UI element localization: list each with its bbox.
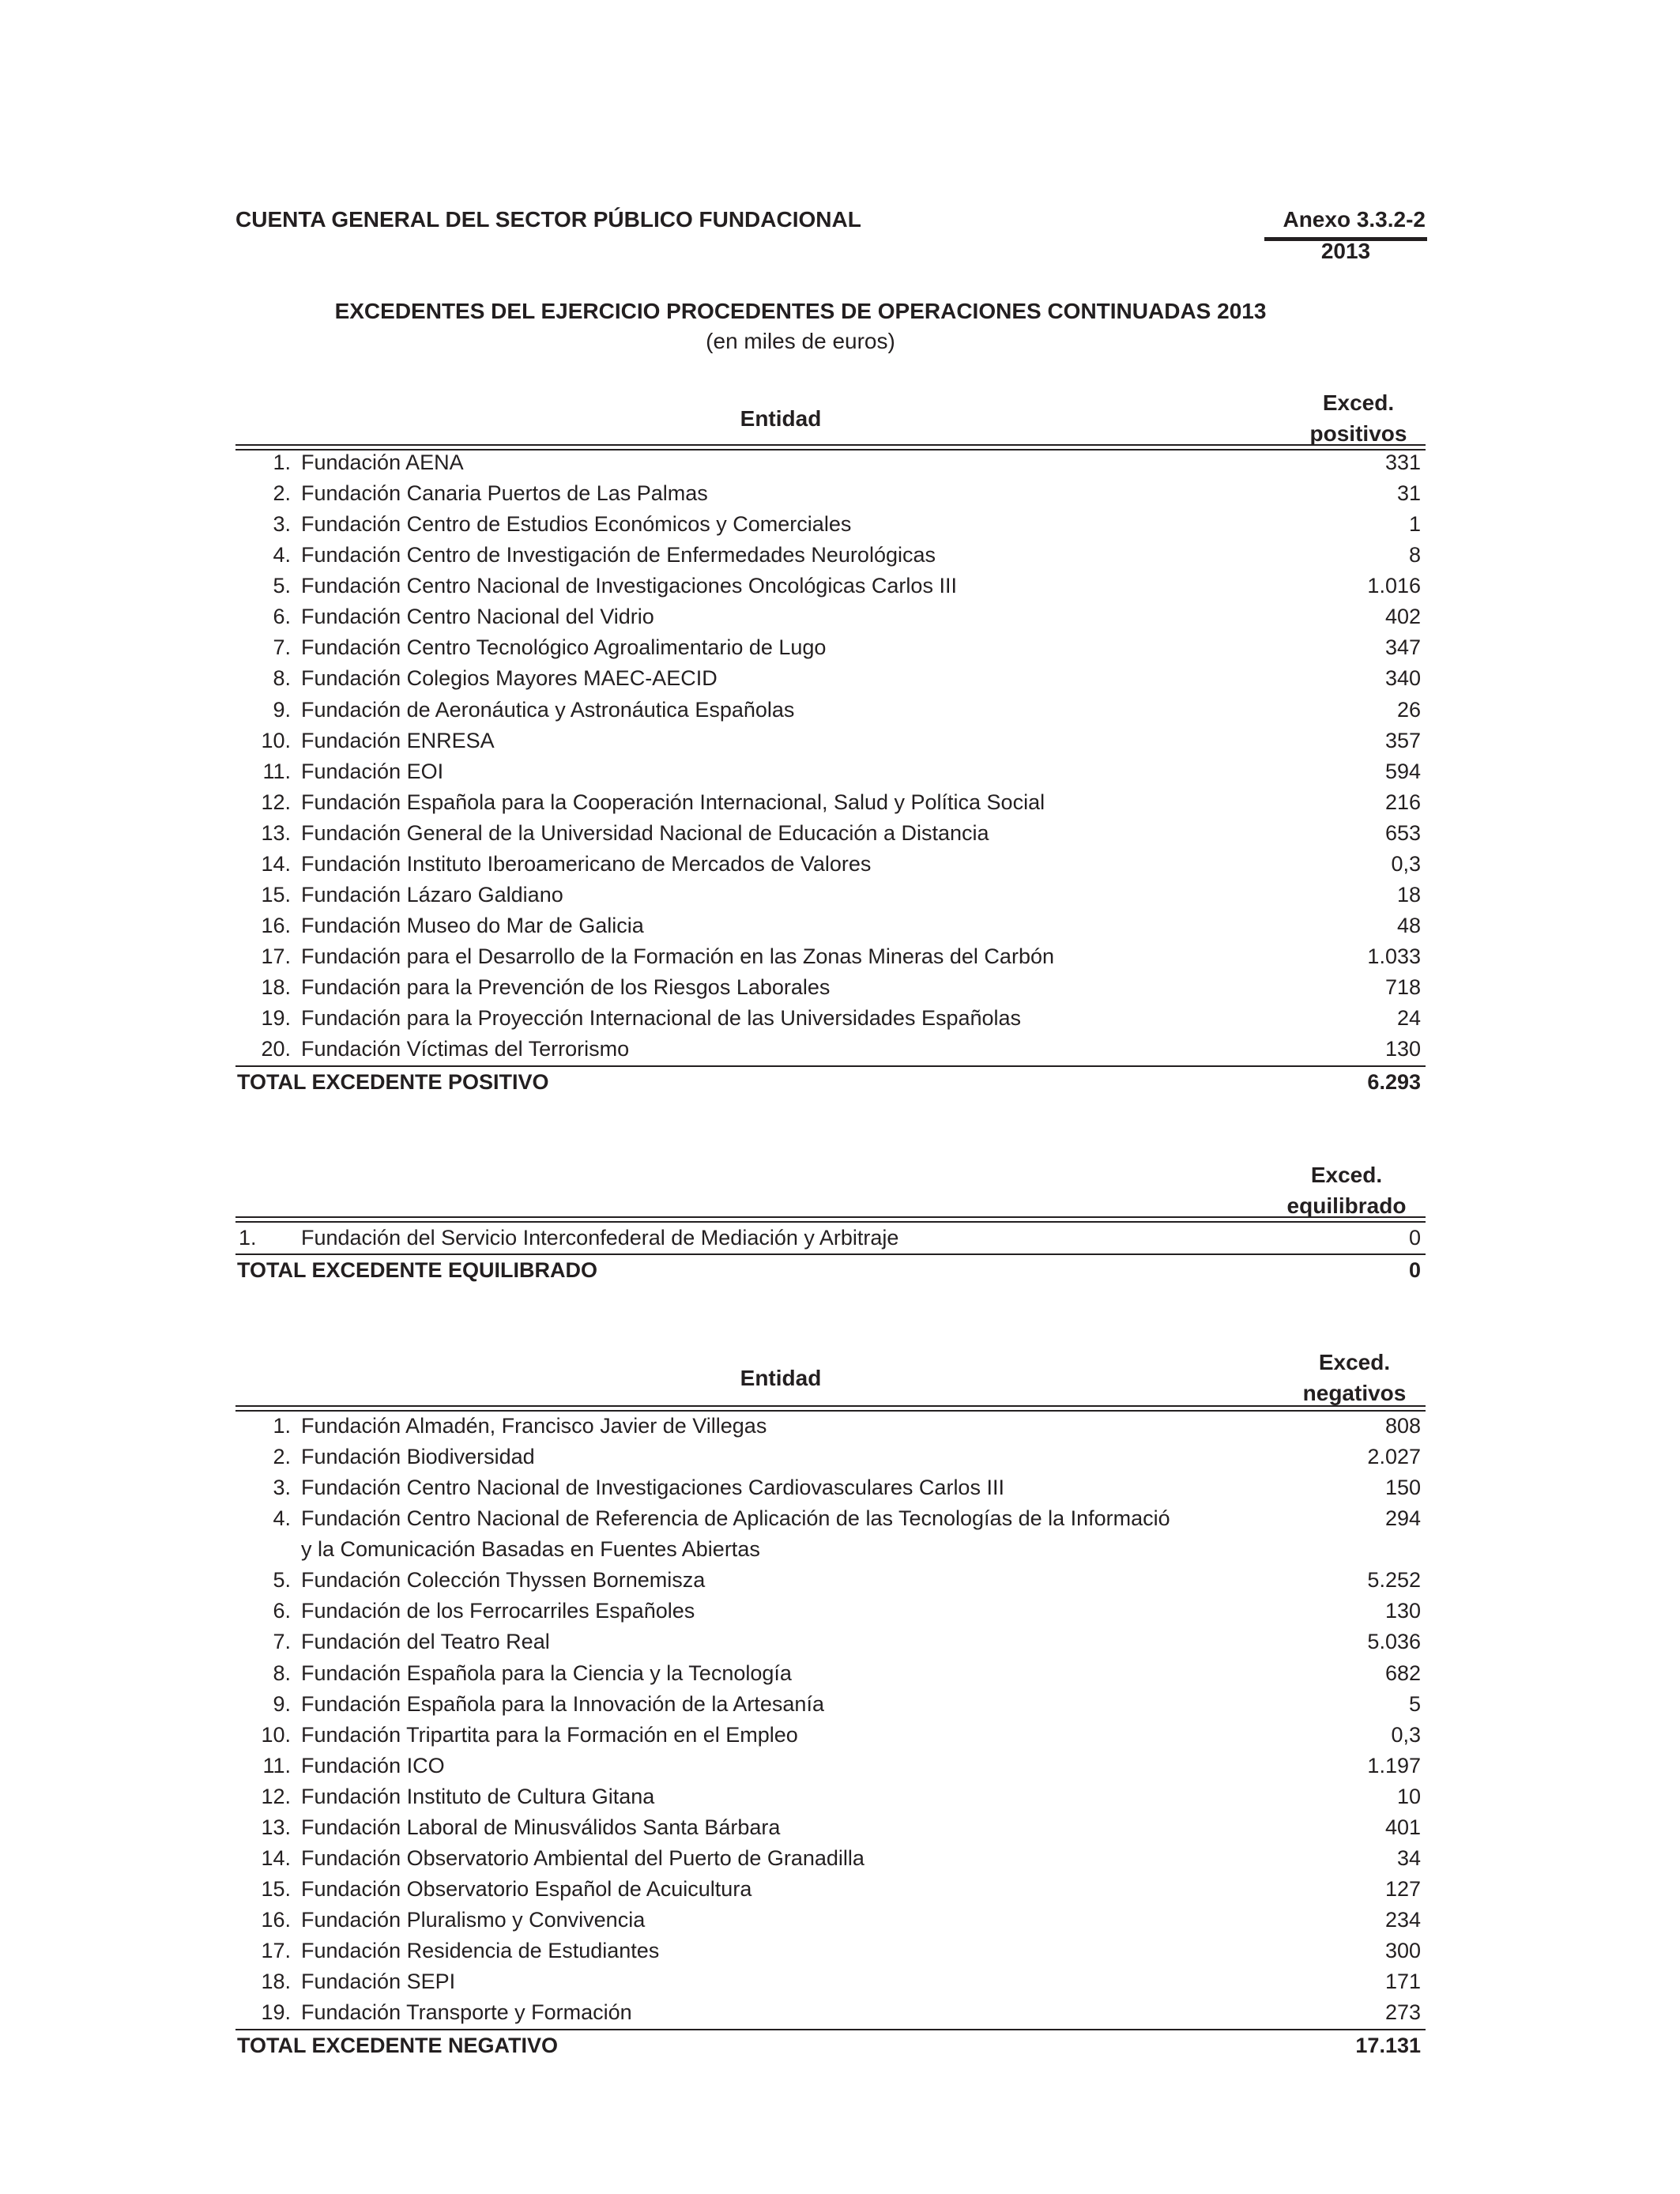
column-header-value-line2: equilibrado xyxy=(1286,1193,1407,1218)
annex-year: 2013 xyxy=(1320,239,1371,263)
surplus-value: 1.016 xyxy=(1367,574,1421,598)
row-number: 5. xyxy=(273,574,291,598)
column-header-entity: Entidad xyxy=(740,406,822,431)
table-row xyxy=(235,787,1426,818)
surplus-value: 130 xyxy=(1384,1599,1421,1623)
surplus-value: 1 xyxy=(1408,512,1421,537)
row-number: 9. xyxy=(273,697,291,722)
entity-name: Fundación Centro Nacional de Investigaciones Oncológicas Carlos III xyxy=(301,574,957,598)
surplus-value: 234 xyxy=(1384,1908,1421,1932)
table-row xyxy=(235,1472,1426,1503)
entity-name: Fundación Lázaro Galdiano xyxy=(301,882,563,907)
table-row xyxy=(235,1689,1426,1720)
surplus-value: 127 xyxy=(1384,1877,1421,1902)
row-number: 2. xyxy=(273,481,291,506)
row-number: 11. xyxy=(262,759,291,783)
entity-name: Fundación SEPI xyxy=(301,1970,456,1994)
surplus-value: 340 xyxy=(1384,666,1421,691)
row-number: 3. xyxy=(273,1476,291,1500)
row-number: 8. xyxy=(273,666,291,691)
table-row xyxy=(235,695,1426,726)
entity-name: Fundación para el Desarrollo de la Formación en las Zonas Mineras del Carbón xyxy=(301,944,1054,969)
table-row xyxy=(235,1843,1426,1874)
table-row xyxy=(235,1565,1426,1596)
surplus-value: 34 xyxy=(1396,1845,1421,1870)
entity-name: Fundación Víctimas del Terrorismo xyxy=(301,1037,630,1061)
surplus-value: 653 xyxy=(1384,820,1421,845)
surplus-value: 10 xyxy=(1396,1784,1421,1808)
entity-name: Fundación para la Proyección Internacional de las Universidades Españolas xyxy=(301,1006,1022,1031)
surplus-value: 2.027 xyxy=(1367,1445,1421,1469)
table-row xyxy=(235,756,1426,787)
row-number: 12. xyxy=(261,1784,291,1808)
surplus-value: 594 xyxy=(1384,759,1421,783)
entity-name: Fundación de Aeronáutica y Astronáutica Españolas xyxy=(301,697,795,722)
column-header-value-line2: positivos xyxy=(1309,421,1407,446)
row-number: 3. xyxy=(273,512,291,537)
total-label: TOTAL EXCEDENTE NEGATIVO xyxy=(237,2034,559,2057)
column-header-value-line1: Exced. xyxy=(1310,1163,1383,1187)
entity-name: Fundación Colegios Mayores MAEC-AECID xyxy=(301,666,718,691)
surplus-value: 808 xyxy=(1384,1414,1421,1438)
table-row xyxy=(235,478,1426,509)
row-number: 5. xyxy=(273,1568,291,1593)
table-row xyxy=(235,1905,1426,1936)
row-number: 17. xyxy=(261,944,291,969)
row-number: 19. xyxy=(261,1006,291,1031)
table-row xyxy=(235,818,1426,849)
surplus-value: 0,3 xyxy=(1391,1722,1421,1747)
row-number: 1. xyxy=(273,1414,291,1438)
row-number: 18. xyxy=(261,1970,291,1994)
row-number: 4. xyxy=(273,1506,291,1531)
row-number: 19. xyxy=(261,2000,291,2025)
surplus-value: 48 xyxy=(1396,914,1421,938)
annex-number: Anexo 3.3.2-2 xyxy=(1283,207,1426,232)
surplus-value: 357 xyxy=(1384,728,1421,752)
row-number: 16. xyxy=(261,914,291,938)
entity-name: Fundación Centro Tecnológico Agroalimentario de Lugo xyxy=(301,635,827,660)
header-double-rule xyxy=(235,1216,1426,1223)
row-number: 14. xyxy=(261,851,291,876)
row-number: 10. xyxy=(261,1722,291,1747)
entity-name: y la Comunicación Basadas en Fuentes Abiertas xyxy=(301,1537,760,1562)
entity-name: Fundación Instituto Iberoamericano de Mercados de Valores xyxy=(301,851,872,876)
surplus-value: 718 xyxy=(1384,975,1421,1000)
entity-name: Fundación para la Prevención de los Riesgos Laborales xyxy=(301,975,831,1000)
table-row xyxy=(235,1874,1426,1905)
surplus-value: 0,3 xyxy=(1391,851,1421,876)
table-row xyxy=(235,1034,1426,1065)
surplus-value: 171 xyxy=(1384,1970,1421,1994)
table-row xyxy=(235,1720,1426,1751)
table-row xyxy=(235,880,1426,910)
table-row xyxy=(235,1627,1426,1657)
surplus-value: 24 xyxy=(1396,1006,1421,1031)
entity-name: Fundación ICO xyxy=(301,1753,445,1777)
surplus-value: 1.197 xyxy=(1367,1753,1421,1777)
entity-name: Fundación General de la Universidad Nacional de Educación a Distancia xyxy=(301,820,989,845)
row-number: 7. xyxy=(273,635,291,660)
table-row xyxy=(235,726,1426,756)
surplus-value: 216 xyxy=(1384,790,1421,814)
table-row xyxy=(235,1003,1426,1034)
entity-name: Fundación Laboral de Minusválidos Santa Bárbara xyxy=(301,1815,781,1839)
row-number: 1. xyxy=(239,1226,257,1250)
table-row xyxy=(235,972,1426,1003)
entity-name: Fundación Colección Thyssen Bornemisza xyxy=(301,1568,706,1593)
entity-name: Fundación Biodiversidad xyxy=(301,1445,535,1469)
table-row xyxy=(235,1751,1426,1781)
table-row xyxy=(235,1596,1426,1627)
surplus-value: 31 xyxy=(1396,481,1421,506)
entity-name: Fundación Centro de Investigación de Enfermedades Neurológicas xyxy=(301,543,936,567)
entity-name: Fundación Centro Nacional de Referencia de Aplicación de las Tecnologías de la Informació xyxy=(301,1506,1170,1531)
row-number: 10. xyxy=(261,728,291,752)
surplus-value: 294 xyxy=(1384,1506,1421,1531)
row-number: 1. xyxy=(273,450,291,474)
total-row xyxy=(235,1065,1426,1098)
surplus-value: 331 xyxy=(1384,450,1421,474)
row-number: 14. xyxy=(261,1845,291,1870)
total-value: 0 xyxy=(1408,1258,1421,1282)
table-row xyxy=(235,1936,1426,1966)
entity-name: Fundación Observatorio Ambiental del Puerto de Granadilla xyxy=(301,1845,864,1870)
row-number: 6. xyxy=(273,1599,291,1623)
row-number: 11. xyxy=(262,1753,291,1777)
table-row xyxy=(235,509,1426,540)
surplus-value: 0 xyxy=(1408,1226,1421,1250)
row-number: 6. xyxy=(273,605,291,629)
entity-name: Fundación Residencia de Estudiantes xyxy=(301,1939,660,1963)
entity-name: Fundación Centro Nacional del Vidrio xyxy=(301,605,654,629)
row-number: 20. xyxy=(261,1037,291,1061)
entity-name: Fundación del Servicio Interconfederal de Mediación y Arbitraje xyxy=(301,1226,899,1250)
report-subtitle: (en miles de euros) xyxy=(706,329,895,353)
table-row xyxy=(235,1781,1426,1812)
table-row xyxy=(235,1966,1426,1997)
entity-name: Fundación Centro Nacional de Investigaciones Cardiovasculares Carlos III xyxy=(301,1476,1004,1500)
column-header-value-line1: Exced. xyxy=(1318,1350,1391,1374)
table-row xyxy=(235,1658,1426,1689)
document-header-title: CUENTA GENERAL DEL SECTOR PÚBLICO FUNDACIONAL xyxy=(235,207,861,232)
surplus-value: 1.033 xyxy=(1367,944,1421,969)
row-number: 13. xyxy=(261,1815,291,1839)
row-number: 15. xyxy=(261,1877,291,1902)
table-row xyxy=(235,1442,1426,1472)
surplus-value: 130 xyxy=(1384,1037,1421,1061)
surplus-value: 18 xyxy=(1396,882,1421,907)
entity-name: Fundación Pluralismo y Convivencia xyxy=(301,1908,646,1932)
entity-name: Fundación Almadén, Francisco Javier de Villegas xyxy=(301,1414,767,1438)
entity-name: Fundación de los Ferrocarriles Españoles xyxy=(301,1599,695,1623)
table-row xyxy=(235,910,1426,941)
entity-name: Fundación Museo do Mar de Galicia xyxy=(301,914,644,938)
total-row xyxy=(235,1253,1426,1286)
table-row xyxy=(235,571,1426,601)
surplus-value: 300 xyxy=(1384,1939,1421,1963)
total-row xyxy=(235,2029,1426,2061)
entity-name: Fundación Instituto de Cultura Gitana xyxy=(301,1784,655,1808)
row-number: 8. xyxy=(273,1661,291,1685)
surplus-value: 26 xyxy=(1396,697,1421,722)
table-row xyxy=(235,663,1426,694)
entity-name: Fundación Española para la Innovación de la Artesanía xyxy=(301,1691,824,1716)
row-number: 2. xyxy=(273,1445,291,1469)
report-title: EXCEDENTES DEL EJERCICIO PROCEDENTES DE OPERACIONES CONTINUADAS 2013 xyxy=(334,299,1267,323)
surplus-value: 401 xyxy=(1384,1815,1421,1839)
table-row xyxy=(235,1534,1426,1565)
surplus-value: 150 xyxy=(1384,1476,1421,1500)
table-row xyxy=(235,1503,1426,1534)
surplus-value: 273 xyxy=(1384,2000,1421,2025)
row-number: 18. xyxy=(261,975,291,1000)
entity-name: Fundación Canaria Puertos de Las Palmas xyxy=(301,481,708,506)
row-number: 16. xyxy=(261,1908,291,1932)
surplus-value: 402 xyxy=(1384,605,1421,629)
column-header-value-line2: negativos xyxy=(1302,1381,1407,1405)
surplus-value: 5.252 xyxy=(1367,1568,1421,1593)
surplus-value: 8 xyxy=(1408,543,1421,567)
entity-name: Fundación Observatorio Español de Acuicultura xyxy=(301,1877,752,1902)
table-row xyxy=(235,1411,1426,1442)
table-row xyxy=(235,1812,1426,1843)
row-number: 4. xyxy=(273,543,291,567)
surplus-value: 5.036 xyxy=(1367,1630,1421,1654)
surplus-value: 347 xyxy=(1384,635,1421,660)
table-row xyxy=(235,601,1426,632)
row-number: 13. xyxy=(261,820,291,845)
table-row xyxy=(235,447,1426,478)
table-row xyxy=(235,849,1426,880)
row-number: 9. xyxy=(273,1691,291,1716)
table-row xyxy=(235,1997,1426,2028)
total-label: TOTAL EXCEDENTE EQUILIBRADO xyxy=(237,1258,598,1282)
row-number: 7. xyxy=(273,1630,291,1654)
entity-name: Fundación Española para la Ciencia y la Tecnología xyxy=(301,1661,792,1685)
total-value: 17.131 xyxy=(1355,2034,1421,2057)
surplus-value: 5 xyxy=(1408,1691,1421,1716)
row-number: 12. xyxy=(261,790,291,814)
table-row xyxy=(235,632,1426,663)
entity-name: Fundación ENRESA xyxy=(301,728,495,752)
table-row xyxy=(235,540,1426,571)
entity-name: Fundación Tripartita para la Formación en el Empleo xyxy=(301,1722,798,1747)
surplus-value: 682 xyxy=(1384,1661,1421,1685)
row-number: 17. xyxy=(261,1939,291,1963)
entity-name: Fundación Española para la Cooperación Internacional, Salud y Política Social xyxy=(301,790,1045,814)
row-number: 15. xyxy=(261,882,291,907)
entity-name: Fundación Centro de Estudios Económicos y Comerciales xyxy=(301,512,852,537)
column-header-entity: Entidad xyxy=(740,1366,822,1390)
table-row xyxy=(235,1223,1426,1253)
entity-name: Fundación del Teatro Real xyxy=(301,1630,550,1654)
total-label: TOTAL EXCEDENTE POSITIVO xyxy=(237,1070,549,1094)
table-row xyxy=(235,941,1426,972)
total-value: 6.293 xyxy=(1367,1070,1421,1094)
entity-name: Fundación AENA xyxy=(301,450,464,474)
entity-name: Fundación Transporte y Formación xyxy=(301,2000,632,2025)
column-header-value-line1: Exced. xyxy=(1322,390,1395,415)
entity-name: Fundación EOI xyxy=(301,759,444,783)
